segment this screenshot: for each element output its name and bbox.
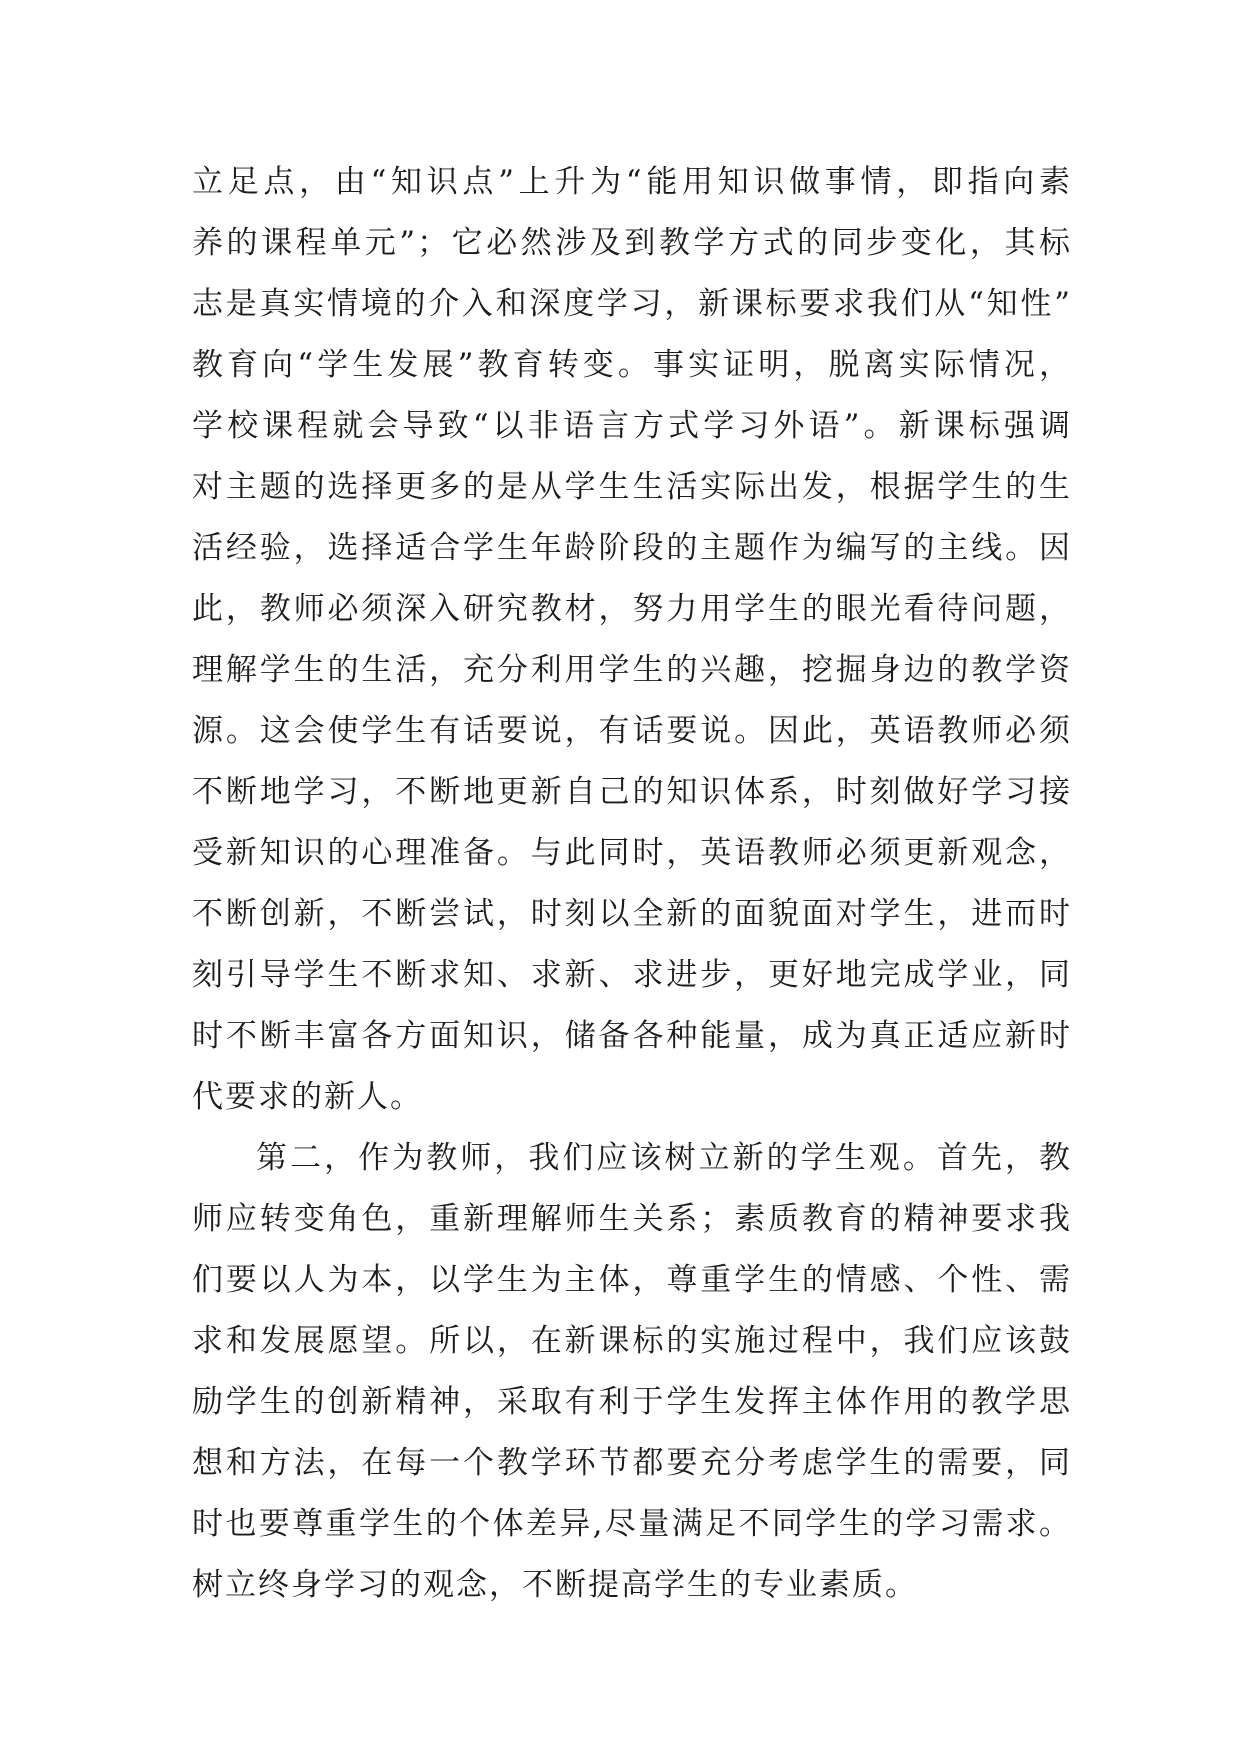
text-line: 代要求的新人。 bbox=[192, 1079, 423, 1115]
text-line: 源。这会使学生有话要说，有话要说。因此，英语教师必须 bbox=[192, 713, 1072, 749]
text-line: 活经验，选择适合学生年龄阶段的主题作为编写的主线。因 bbox=[192, 530, 1072, 566]
text-line: 树立终身学习的观念，不断提高学生的专业素质。 bbox=[192, 1567, 918, 1603]
text-line: 时也要尊重学生的个体差异,尽量满足不同学生的学习需求。 bbox=[192, 1506, 1072, 1542]
text-line: 不断地学习，不断地更新自己的知识体系，时刻做好学习接 bbox=[192, 774, 1072, 810]
text-line: 想和方法，在每一个教学环节都要充分考虑学生的需要，同 bbox=[192, 1445, 1072, 1481]
text-line: 师应转变角色，重新理解师生关系；素质教育的精神要求我 bbox=[192, 1201, 1072, 1237]
text-line: 刻引导学生不断求知、求新、求进步，更好地完成学业，同 bbox=[192, 957, 1072, 993]
text-line: 时不断丰富各方面知识，储备各种能量，成为真正适应新时 bbox=[192, 1018, 1072, 1054]
text-line: 教育向“学生发展”教育转变。事实证明，脱离实际情况， bbox=[192, 347, 1072, 383]
text-line: 对主题的选择更多的是从学生生活实际出发，根据学生的生 bbox=[192, 469, 1072, 505]
text-line: 求和发展愿望。所以，在新课标的实施过程中，我们应该鼓 bbox=[192, 1323, 1072, 1359]
text-line: 们要以人为本，以学生为主体，尊重学生的情感、个性、需 bbox=[192, 1262, 1072, 1298]
text-line: 立足点，由“知识点”上升为“能用知识做事情，即指向素 bbox=[192, 164, 1072, 200]
text-line: 学校课程就会导致“以非语言方式学习外语”。新课标强调 bbox=[192, 408, 1072, 444]
text-line: 第二，作为教师，我们应该树立新的学生观。首先，教 bbox=[256, 1140, 1072, 1176]
paragraph-1 bbox=[192, 152, 1072, 1128]
paragraph-2 bbox=[192, 1128, 1072, 1616]
body-text bbox=[192, 152, 1072, 1616]
text-line: 养的课程单元”；它必然涉及到教学方式的同步变化，其标 bbox=[192, 225, 1072, 261]
text-line: 受新知识的心理准备。与此同时，英语教师必须更新观念， bbox=[192, 835, 1072, 871]
text-line: 志是真实情境的介入和深度学习，新课标要求我们从“知性” bbox=[192, 286, 1072, 322]
text-line: 此，教师必须深入研究教材，努力用学生的眼光看待问题， bbox=[192, 591, 1072, 627]
text-line: 不断创新，不断尝试，时刻以全新的面貌面对学生，进而时 bbox=[192, 896, 1072, 932]
text-line: 理解学生的生活，充分利用学生的兴趣，挖掘身边的教学资 bbox=[192, 652, 1072, 688]
text-line: 励学生的创新精神，采取有利于学生发挥主体作用的教学思 bbox=[192, 1384, 1072, 1420]
